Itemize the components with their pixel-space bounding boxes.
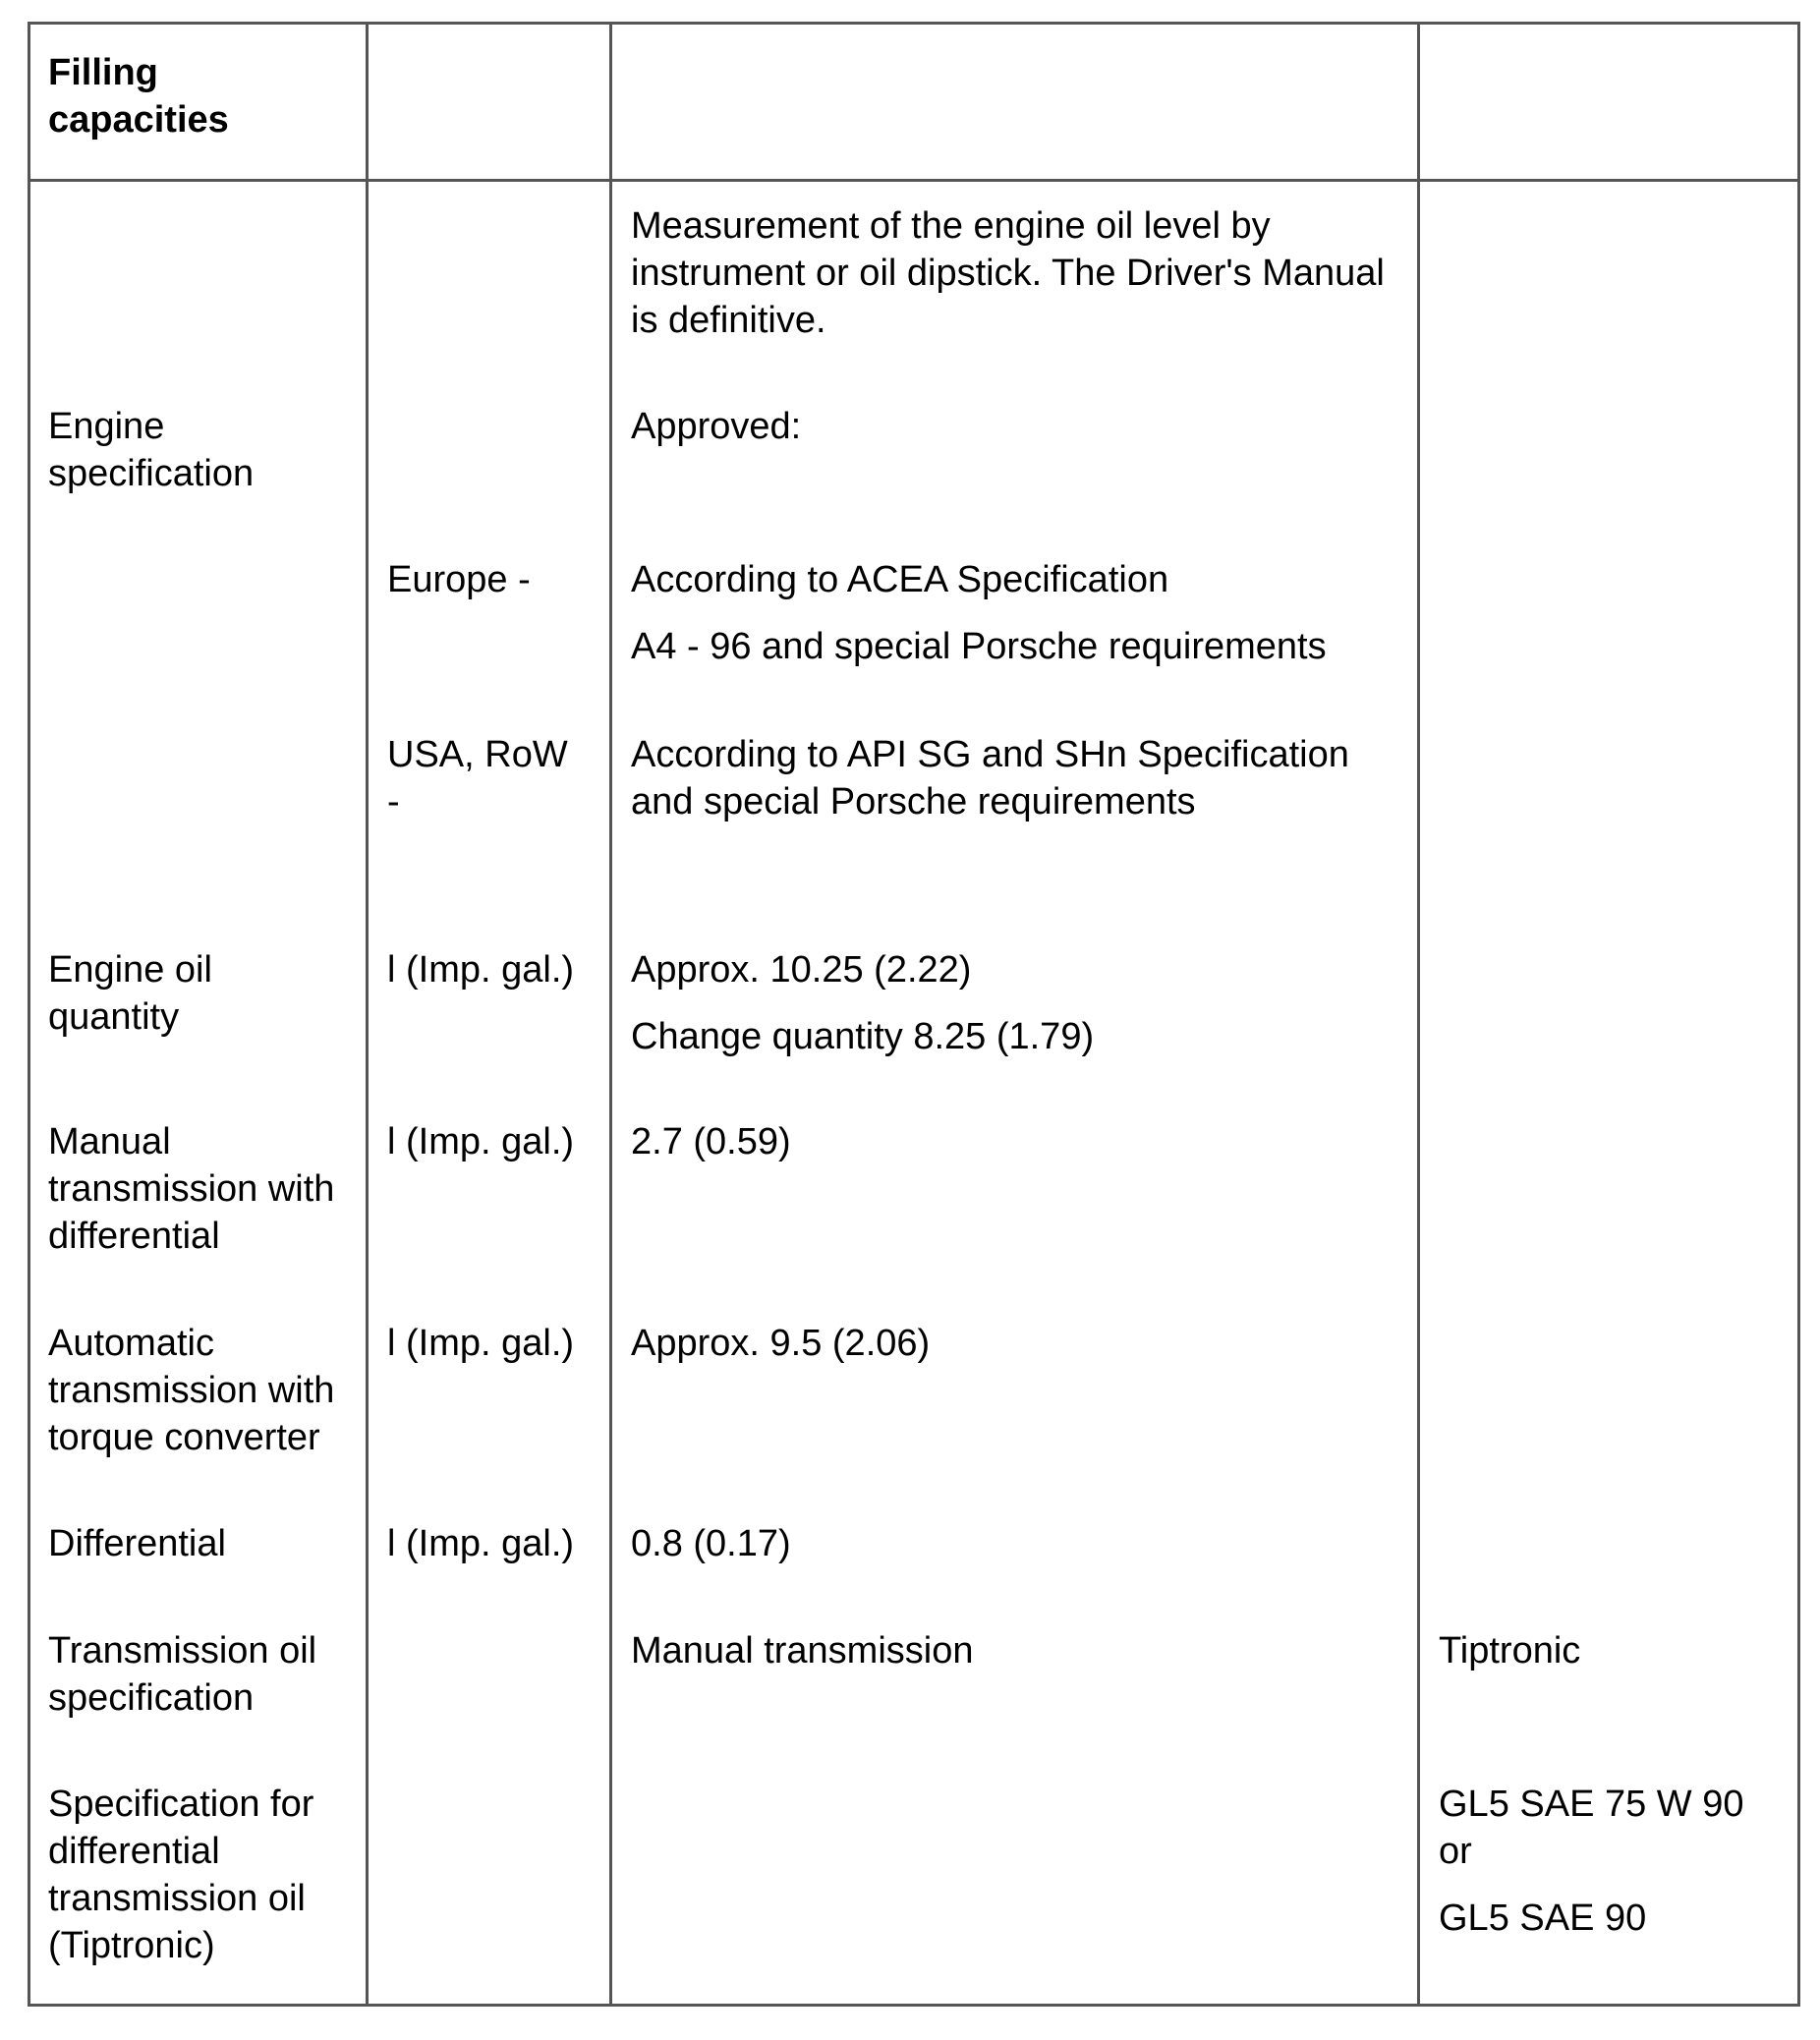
automatic-transmission-value: Approx. 9.5 (2.06) — [631, 1323, 931, 1364]
column-divider-1 — [366, 25, 369, 2004]
automatic-transmission-label-line3: torque converter — [48, 1417, 320, 1458]
differential-oil-spec-label-line4: (Tiptronic) — [48, 1925, 215, 1966]
transmission-oil-spec-label-line2: specification — [48, 1677, 255, 1719]
engine-spec-note-line1: Measurement of the engine oil level by — [631, 205, 1271, 247]
engine-spec-note-line2: instrument or oil dipstick. The Driver's Manual — [631, 253, 1385, 294]
differential-oil-spec-label-line3: transmission oil — [48, 1878, 306, 1919]
engine-spec-usa-line2: and special Porsche requirements — [631, 781, 1196, 822]
engine-spec-approved: Approved: — [631, 406, 802, 447]
manual-transmission-unit: l (Imp. gal.) — [387, 1121, 575, 1162]
manual-transmission-value: 2.7 (0.59) — [631, 1121, 791, 1162]
automatic-transmission-label-line1: Automatic — [48, 1323, 214, 1364]
engine-spec-usa-label-line1: USA, RoW — [387, 734, 568, 775]
differential-oil-spec-label-line2: differential — [48, 1831, 220, 1872]
table-title-line1: Filling — [48, 52, 158, 93]
engine-oil-quantity-unit: l (Imp. gal.) — [387, 949, 575, 991]
engine-spec-note-line3: is definitive. — [631, 300, 826, 341]
manual-transmission-label-line3: differential — [48, 1216, 220, 1257]
differential-oil-spec-label-line1: Specification for — [48, 1784, 314, 1825]
engine-spec-europe-line2: A4 - 96 and special Porsche requirements — [631, 626, 1327, 667]
manual-transmission-label-line1: Manual — [48, 1121, 171, 1162]
differential-label: Differential — [48, 1523, 226, 1564]
engine-oil-quantity-value-line2: Change quantity 8.25 (1.79) — [631, 1016, 1095, 1057]
differential-unit: l (Imp. gal.) — [387, 1523, 575, 1564]
engine-spec-europe-line1: According to ACEA Specification — [631, 559, 1169, 600]
transmission-oil-spec-label-line1: Transmission oil — [48, 1630, 317, 1672]
filling-capacities-table — [28, 22, 1800, 2007]
column-divider-3 — [1417, 25, 1420, 2004]
engine-oil-quantity-label-line1: Engine oil — [48, 949, 212, 991]
manual-transmission-label-line2: transmission with — [48, 1168, 335, 1210]
engine-spec-usa-label-line2: - — [387, 781, 400, 822]
automatic-transmission-unit: l (Imp. gal.) — [387, 1323, 575, 1364]
differential-oil-spec-value-line2: or — [1439, 1831, 1472, 1872]
engine-spec-label-line2: specification — [48, 453, 255, 494]
differential-value: 0.8 (0.17) — [631, 1523, 791, 1564]
engine-oil-quantity-label-line2: quantity — [48, 996, 180, 1038]
engine-oil-quantity-value-line1: Approx. 10.25 (2.22) — [631, 949, 972, 991]
transmission-oil-spec-manual: Manual transmission — [631, 1630, 974, 1672]
differential-oil-spec-value-line1: GL5 SAE 75 W 90 — [1439, 1784, 1744, 1825]
engine-spec-europe-label: Europe - — [387, 559, 531, 600]
engine-spec-label-line1: Engine — [48, 406, 165, 447]
table-title-line2: capacities — [48, 99, 229, 141]
column-divider-2 — [609, 25, 612, 2004]
automatic-transmission-label-line2: transmission with — [48, 1370, 335, 1411]
engine-spec-usa-line1: According to API SG and SHn Specification — [631, 734, 1349, 775]
differential-oil-spec-value-line3: GL5 SAE 90 — [1439, 1898, 1647, 1939]
header-divider — [30, 179, 1797, 182]
transmission-oil-spec-tiptronic: Tiptronic — [1439, 1630, 1581, 1672]
